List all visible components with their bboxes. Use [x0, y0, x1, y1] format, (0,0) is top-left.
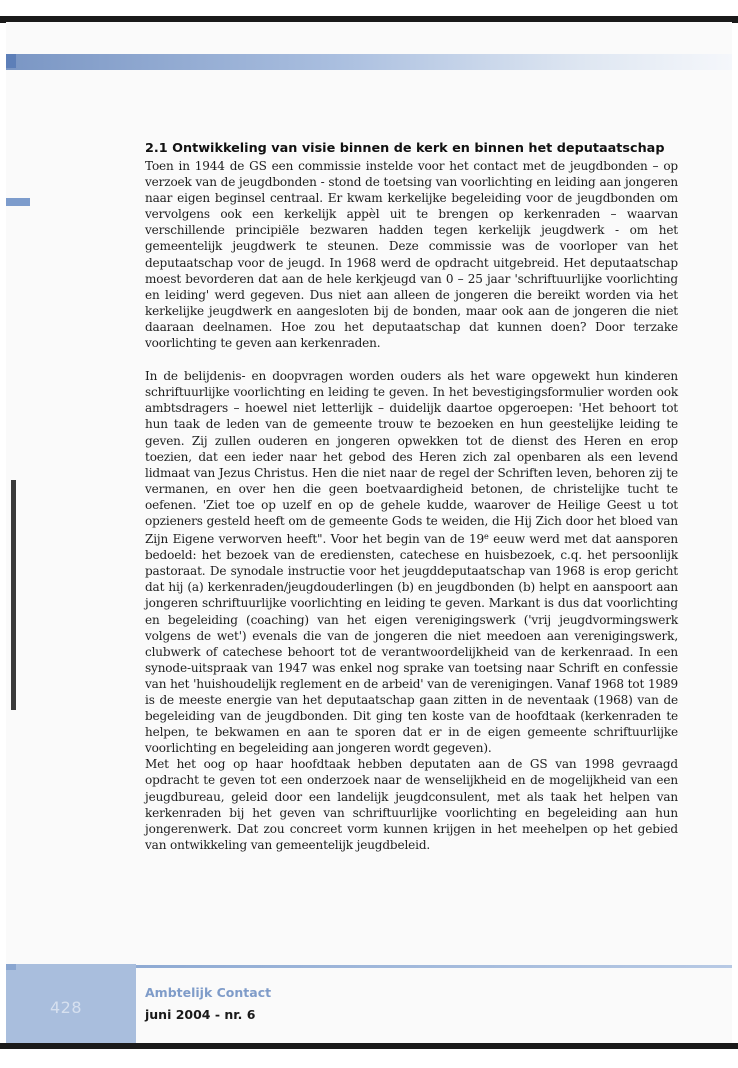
paragraph-2	[145, 368, 678, 756]
page-number: 428	[50, 998, 83, 1017]
margin-marker	[6, 198, 30, 206]
footer-band-accent	[6, 964, 16, 970]
paragraph-2-part-1: In de belijdenis- en doopvragen worden ouders als het ware opgewekt hun kinderen schriftuurlijke voorlichting en leiding te geven. In het bevestigingsformulier worden ook ambtsdragers – hoewel niet letterlijk – duidelijk daartoe opgeroepen: 'Het behoort tot hun taak de leden van de gemeente trouw te bezoeken en hun geestelijke leiding te geven. Zij zullen ouderen en jongeren opwekken tot de dienst des Heren en erop toezien, dat een ieder naar het gebod des Heren zich zal openbaren als een levend lidmaat van Jezus Christus. Hen die niet naar de regel der Schriften leven, behoren zij te vermanen, en over hen die geen boetvaardigheid betonen, de christelijke tucht te oefenen. 'Ziet toe op uzelf en op de gehele kudde, waarover de Heilige Geest u tot opzieners gesteld heeft om de gemeente Gods te weiden, die Hij Zich door het bloed van Zijn Eigene verworven heeft". Voor het begin van de 19	[145, 369, 678, 547]
paragraph-1: Toen in 1944 de GS een commissie instelde voor het contact met de jeugdbonden – op verzoek van de jeugdbonden - stond de toetsing van voorlichting en leiding aan jongeren naar eigen beginsel centraal. Er kwam kerkelijke begeleiding voor de jeugdbonden om vervolgens ook een kerkelijk appèl uit te brengen op kerkenraden – waarvan verschillende principiële bezwaren hadden tegen kerkelijk jeugdwerk - om het gemeentelijk jeugdwerk te steunen. Deze commissie was de voorloper van het deputaatschap voor de jeugd. In 1968 werd de opdracht uitgebreid. Het deputaatschap moest bevorderen dat aan de hele kerkjeugd van 0 – 25 jaar 'schriftuurlijke voorlichting en leiding' werd gegeven. Dus niet aan alleen de jongeren die bereikt worden via het kerkelijke jeugdwerk en aangesloten bij de bonden, maar ook aan de jongeren die niet daaraan deelnamen. Hoe zou het deputaatschap dat kunnen doen? Door terzake voorlichting te geven aan kerkenraden.	[145, 159, 678, 351]
margin-binding-bar	[11, 480, 16, 710]
article-body	[145, 140, 678, 853]
footer-rule	[136, 965, 732, 968]
header-color-stripe	[6, 54, 732, 70]
section-heading: 2.1 Ontwikkeling van visie binnen de kerk en binnen het deputaatschap	[145, 141, 665, 156]
page-footer	[145, 984, 271, 1024]
paragraph-2-part-2: eeuw werd met dat aansporen bedoeld: het bezoek van de erediensten, catechese en huisbezoek, c.q. het persoonlijk pastoraat. De synodale instructie voor het jeugddeputaatschap van 1968 is erop gericht dat hij (a) kerkenraden/jeugdouderlingen (b) en jeugdbonden (b) helpt en aanspoort aan jongeren schriftuurlijke voorlichting en leiding te geven. Markant is dus dat voorlichting en begeleiding (coaching) van het eigen verenigingswerk ('vrij jeugdvormingswerk volgens de wet') evenals die van de jongeren die niet meedoen aan verenigingswerk, clubwerk of catechese behoort tot de verantwoordelijkheid van de kerkenraad. In een synode-uitspraak van 1947 was enkel nog sprake van toetsing naar Schrift en confessie van het 'huishoudelijk reglement en de arbeid' van de verenigingen. Vanaf 1968 tot 1989 is de meeste energie van het deputaatschap gaan zitten in de neventaak (1968) van de begeleiding van de jeugdbonden. Dit ging ten koste van de hoofdtaak (kerkenraden te helpen, te bekwamen en aan te sporen dat er in de eigen gemeente schriftuurlijke voorlichting en begeleiding aan jongeren wordt gegeven).	[145, 532, 678, 756]
scan-bottom-edge	[0, 1043, 738, 1049]
paragraph-3: Met het oog op haar hoofdtaak hebben deputaten aan de GS van 1998 gevraagd opdracht te geven tot een onderzoek naar de wenselijkheid en de mogelijkheid van een jeugdbureau, geleid door een landelijk jeugdconsulent, met als taak het helpen van kerkenraden bij het geven van schriftuurlijke voorlichting en begeleiding aan hun jongerenwerk. Dat zou concreet vorm kunnen krijgen in het meehelpen op het gebied van ontwikkeling van gemeentelijk jeugdbeleid.	[145, 757, 678, 852]
publication-issue: juni 2004 - nr. 6	[145, 1007, 256, 1022]
header-stripe-accent	[6, 54, 16, 68]
superscript-e: e	[484, 532, 489, 542]
publication-name: Ambtelijk Contact	[145, 985, 272, 1000]
paragraph-spacer	[145, 351, 678, 368]
